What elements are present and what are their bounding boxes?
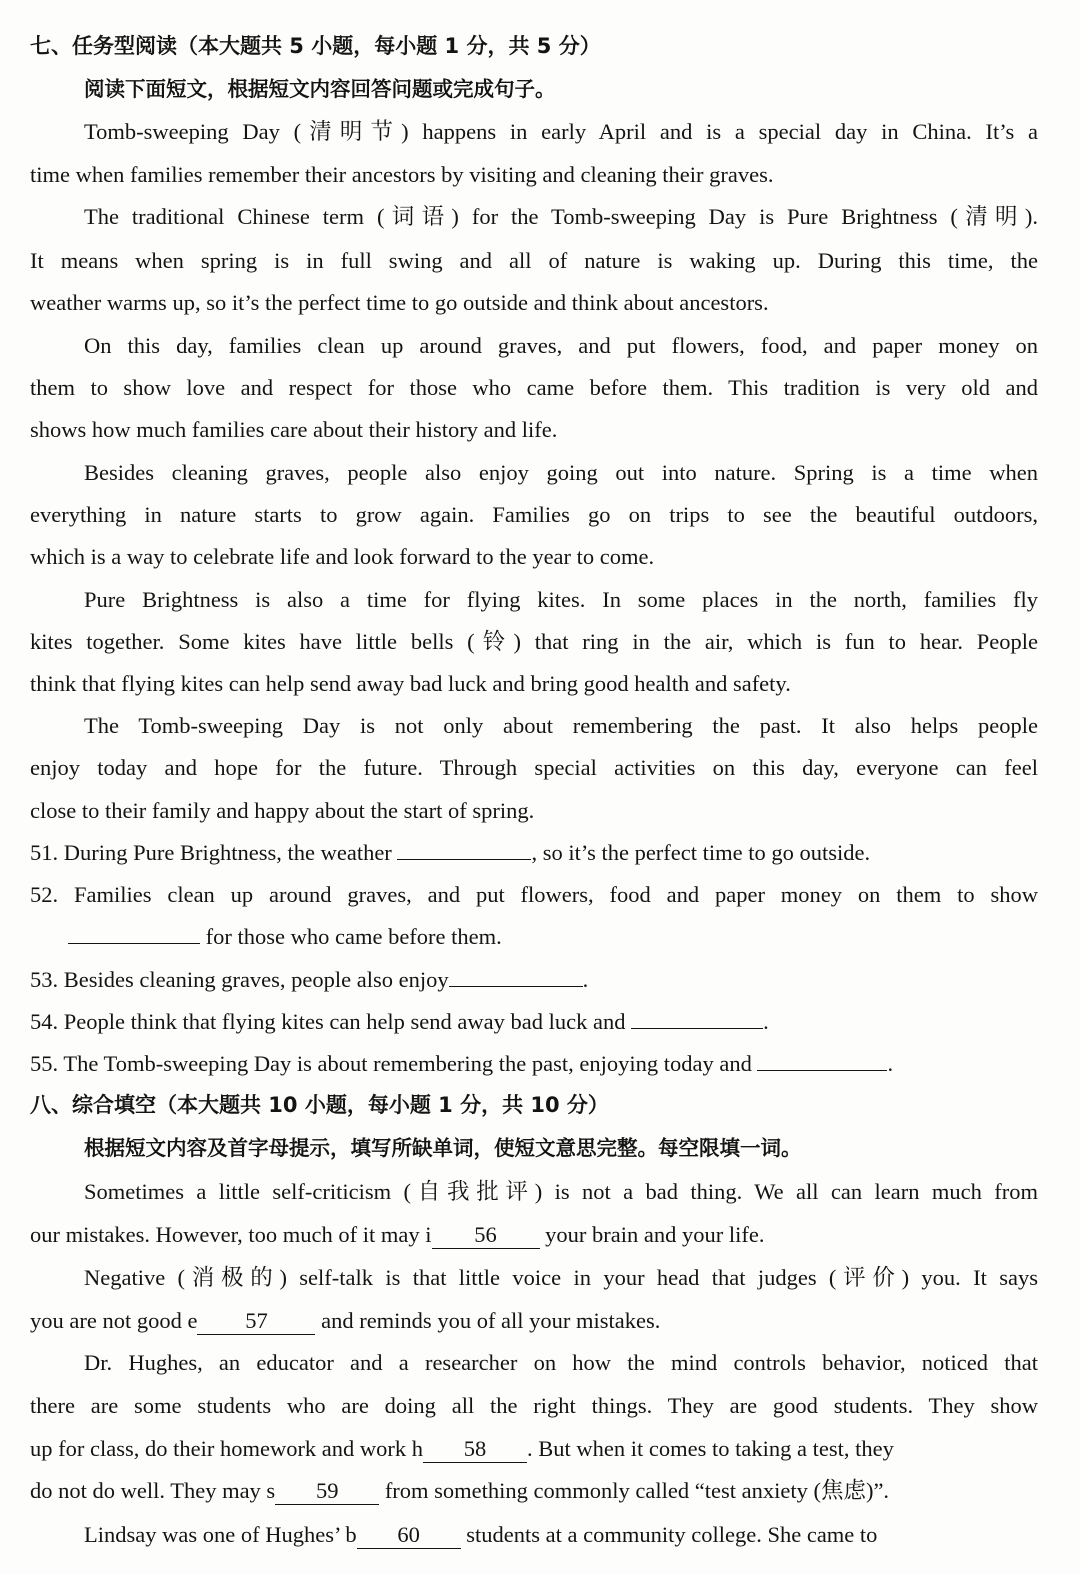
answer-blank-59[interactable]: 59 xyxy=(275,1478,379,1505)
passage-line: Tomb-sweeping Day (清明节) happens in early April and is a special day in China. It’s a xyxy=(84,119,1038,144)
question-52: 52. Families clean up around graves, and put flowers, food and paper money on them to show xyxy=(30,882,1038,907)
question-51: 51. During Pure Brightness, the weather , so it’s the perfect time to go outside. xyxy=(30,837,1038,869)
section-7-heading: 七、任务型阅读（本大题共 5 小题，每小题 1 分，共 5 分） xyxy=(30,34,601,58)
passage-line-blank-58: up for class, do their homework and work h 58 . But when it comes to taking a test, they xyxy=(30,1436,894,1461)
passage-line: The Tomb-sweeping Day is not only about remembering the past. It also helps people xyxy=(84,713,1038,738)
answer-blank-52[interactable] xyxy=(68,921,200,944)
passage-line-blank-57: you are not good e 57 and reminds you of all your mistakes. xyxy=(30,1308,661,1333)
passage-line: them to show love and respect for those who came before them. This tradition is very old and xyxy=(30,375,1038,400)
answer-blank-58[interactable]: 58 xyxy=(423,1436,527,1463)
passage-line: shows how much families care about their history and life. xyxy=(30,417,558,442)
answer-blank-57[interactable]: 57 xyxy=(197,1308,315,1335)
answer-blank-55[interactable] xyxy=(757,1048,887,1071)
passage-line: which is a way to celebrate life and look forward to the year to come. xyxy=(30,544,655,569)
question-53: 53. Besides cleaning graves, people also enjoy . xyxy=(30,964,1038,996)
passage-line: The traditional Chinese term (词语) for the Tomb-sweeping Day is Pure Brightness (清明). xyxy=(84,204,1038,229)
question-52-continued: for those who came before them. xyxy=(68,921,1038,953)
passage-line: Negative (消极的) self-talk is that little voice in your head that judges (评价) you. It says xyxy=(84,1265,1038,1290)
passage-line: enjoy today and hope for the future. Through special activities on this day, everyone can feel xyxy=(30,755,1038,780)
passage-line-blank-59: do not do well. They may s 59 from something commonly called “test anxiety (焦虑)”. xyxy=(30,1478,890,1503)
passage-line: Besides cleaning graves, people also enjoy going out into nature. Spring is a time when xyxy=(84,460,1038,485)
passage-line: Dr. Hughes, an educator and a researcher on how the mind controls behavior, noticed that xyxy=(84,1350,1038,1375)
passage-line: everything in nature starts to grow again. Families go on trips to see the beautiful outdoors, xyxy=(30,502,1038,527)
passage-line: It means when spring is in full swing and all of nature is waking up. During this time, the xyxy=(30,248,1038,273)
passage-line-blank-60: Lindsay was one of Hughes’ b 60 students at a community college. She came to xyxy=(84,1522,878,1547)
passage-line: think that flying kites can help send away bad luck and bring good health and safety. xyxy=(30,671,791,696)
passage-line: Pure Brightness is also a time for flying kites. In some places in the north, families fly xyxy=(84,587,1038,612)
answer-blank-53[interactable] xyxy=(449,964,583,987)
section-7-instruction: 阅读下面短文，根据短文内容回答问题或完成句子。 xyxy=(84,77,556,101)
answer-blank-60[interactable]: 60 xyxy=(357,1522,461,1549)
passage-line: kites together. Some kites have little bells (铃) that ring in the air, which is fun to hear. People xyxy=(30,629,1038,654)
question-54: 54. People think that flying kites can help send away bad luck and . xyxy=(30,1006,1038,1038)
answer-blank-56[interactable]: 56 xyxy=(432,1222,540,1249)
passage-line: close to their family and happy about the start of spring. xyxy=(30,798,535,823)
question-55: 55. The Tomb-sweeping Day is about remembering the past, enjoying today and . xyxy=(30,1048,1038,1080)
passage-line: time when families remember their ancestors by visiting and cleaning their graves. xyxy=(30,162,774,187)
answer-blank-54[interactable] xyxy=(631,1006,763,1029)
passage-line: weather warms up, so it’s the perfect time to go outside and think about ancestors. xyxy=(30,290,769,315)
answer-blank-51[interactable] xyxy=(397,837,531,860)
passage-line: On this day, families clean up around graves, and put flowers, food, and paper money on xyxy=(84,333,1038,358)
passage-line: there are some students who are doing all the right things. They are good students. They show xyxy=(30,1393,1038,1418)
passage-line: Sometimes a little self-criticism (自我批评) is not a bad thing. We all can learn much from xyxy=(84,1179,1038,1204)
section-8-heading: 八、综合填空（本大题共 10 小题，每小题 1 分，共 10 分） xyxy=(30,1093,609,1117)
passage-line-blank-56: our mistakes. However, too much of it may i 56 your brain and your life. xyxy=(30,1222,765,1247)
section-8-instruction: 根据短文内容及首字母提示，填写所缺单词，使短文意思完整。每空限填一词。 xyxy=(84,1136,802,1160)
